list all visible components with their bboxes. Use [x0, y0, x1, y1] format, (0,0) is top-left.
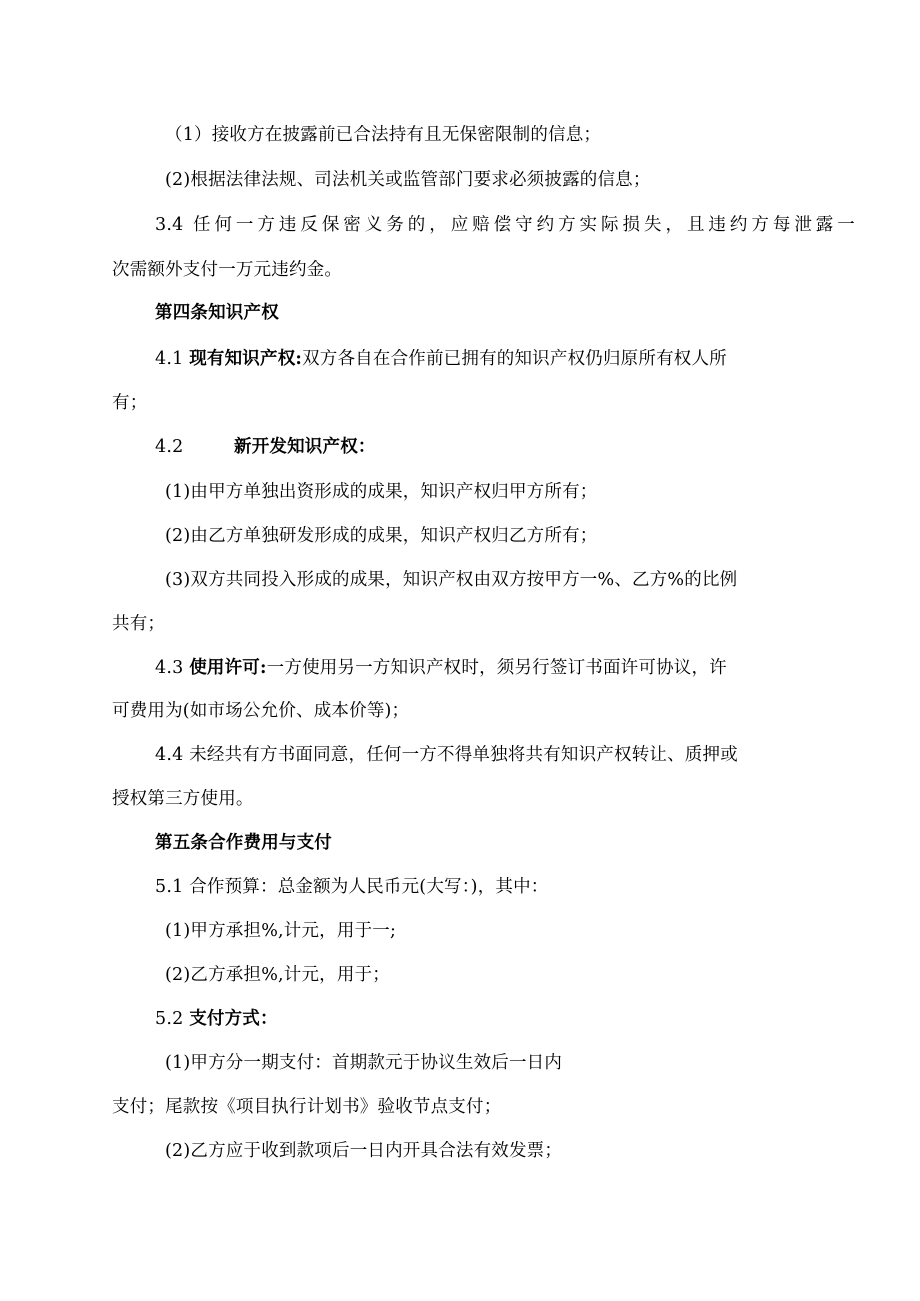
clause-4-1-text: 双方各自在合作前已拥有的知识产权仍归原所有权人所	[302, 349, 727, 369]
clause-4-3-line-1	[155, 654, 727, 682]
clause-3-4-line-1: 3.4 任何一方违反保密义务的，应赔偿守约方实际损失，且违约方每泄露一	[155, 215, 855, 235]
clause-4-2-item-3-line-1: (3)双方共同投入形成的成果，知识产权由双方按甲方一%、乙方%的比例	[165, 570, 738, 590]
clause-3-3-item-2: (2)根据法律法规、司法机关或监管部门要求必须披露的信息；	[165, 170, 651, 190]
clause-5-2-item-2: (2)乙方应于收到款项后一日内开具合法有效发票；	[165, 1141, 563, 1161]
clause-4-2-item-3-line-2: 共有；	[112, 614, 166, 634]
clause-4-4-line-2: 授权第三方使用。	[112, 789, 254, 809]
clause-4-4-line-1: 4.4 未经共有方书面同意，任何一方不得单独将共有知识产权转让、质押或	[155, 745, 738, 765]
section-5-heading: 第五条合作费用与支付	[155, 833, 332, 853]
clause-4-3-line-2: 可费用为(如市场公允价、成本价等)；	[112, 701, 410, 721]
clause-4-1-line-2: 有；	[112, 393, 148, 413]
clause-5-1-item-1: (1)甲方承担%,计元，用于一;	[165, 921, 397, 941]
clause-4-1-line-1	[155, 345, 727, 373]
clause-4-2-number: 4.2	[155, 437, 184, 457]
clause-4-2-title: 新开发知识产权：	[234, 437, 376, 457]
clause-5-2-item-1-line-2: 支付；尾款按《项目执行计划书》验收节点支付；	[112, 1097, 502, 1117]
clause-4-2-item-2: (2)由乙方单独研发形成的成果，知识产权归乙方所有；	[165, 526, 598, 546]
clause-4-1-number: 4.1	[155, 349, 190, 369]
clause-4-1-title: 现有知识产权:	[189, 349, 303, 369]
clause-4-2-item-1: (1)由甲方单独出资形成的成果，知识产权归甲方所有；	[165, 482, 598, 502]
section-4-heading: 第四条知识产权	[155, 303, 279, 323]
clause-5-2-title: 支付方式：	[189, 1009, 278, 1029]
clause-5-1: 5.1 合作预算：总金额为人民币元(大写：)，其中：	[155, 877, 549, 897]
clause-5-1-item-2: (2)乙方承担%,计元，用于；	[165, 965, 390, 985]
clause-4-3-title: 使用许可:	[189, 658, 267, 678]
clause-3-4-line-2: 次需额外支付一万元违约金。	[112, 260, 343, 280]
clause-4-3-number: 4.3	[155, 658, 190, 678]
clause-5-2-heading	[155, 1005, 278, 1033]
clause-4-3-text: 一方使用另一方知识产权时，须另行签订书面许可协议，许	[266, 658, 727, 678]
clause-5-2-number: 5.2	[155, 1009, 190, 1029]
clause-5-2-item-1-line-1: (1)甲方分一期支付：首期款元于协议生效后一日内	[165, 1053, 563, 1073]
clause-3-3-item-1: （1）接收方在披露前已合法持有且无保密限制的信息；	[165, 125, 602, 145]
